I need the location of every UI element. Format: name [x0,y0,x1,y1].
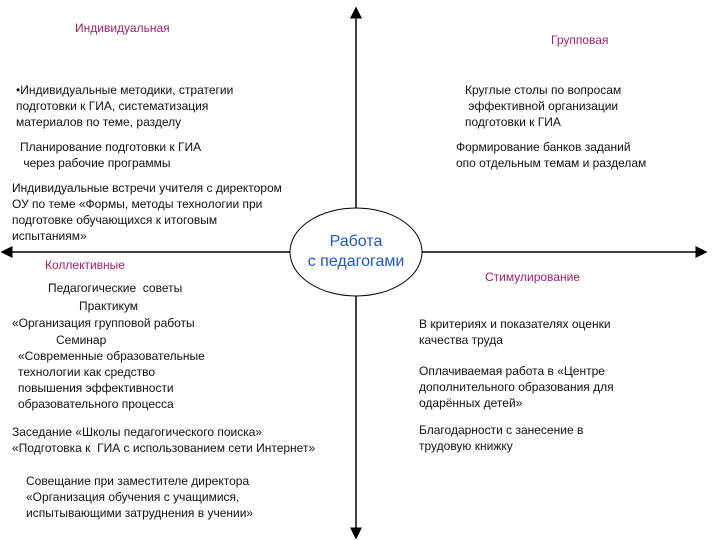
collective-conference [26,473,253,521]
text-line: «Организация обучения с учащимися, [26,490,240,504]
category-stimulation: Стимулирование [485,270,580,284]
text-line: Круглые столы по вопросам [465,83,622,97]
text-line: В критериях и показателях оценки [419,317,611,331]
text-line: Благодарности с занесение в [419,423,584,437]
individual-item [16,82,233,130]
collective-seminar-topic [18,348,205,412]
collective-seminar: Семинар [56,333,107,347]
text-line: одарённых детей» [419,396,523,410]
text-line: трудовую книжку [419,439,513,453]
category-group: Групповая [551,33,609,47]
individual-item [20,139,201,171]
text-line: подготовки к ГИА [465,115,561,129]
collective-practicum: Практикум [79,299,139,313]
category-collective: Коллективные [45,258,125,272]
text-line: технологии как средство [18,365,156,379]
category-individual: Индивидуальная [75,21,170,35]
stimulation-item [419,316,611,348]
individual-item [12,180,282,244]
text-line: повышения эффективности [18,381,174,395]
text-line: Совещание при заместителе директора [26,474,250,488]
text-line: Планирование подготовки к ГИА [20,140,202,154]
collective-practicum-topic: «Организация групповой работы [12,316,195,330]
text-line: подготовке обучающихся к итоговым [12,213,218,227]
center-line-2: с педагогами [307,253,405,270]
collective-meeting [12,424,315,456]
stimulation-item [419,422,583,454]
group-item [456,139,646,171]
text-line: материалов по теме, разделу [16,115,182,129]
group-item [465,82,621,130]
text-line: подготовки к ГИА, систематизация [16,99,209,113]
text-line: образовательного процесса [18,397,174,411]
text-line: через рабочие программы [20,156,171,170]
text-line: дополнительного образования для [419,380,614,394]
text-line: опо отдельным темам и разделам [456,156,647,170]
text-line: эффективной организации [465,99,619,113]
text-line: испытывающими затруднения в учении» [26,506,254,520]
text-line: испытаниям» [12,229,87,243]
text-line: Оплачиваемая работа в «Центре [419,364,605,378]
collective-councils: Педагогические советы [48,281,183,295]
text-line: ОУ по теме «Формы, методы технологии при [12,197,263,211]
text-line: Заседание «Школы педагогического поиска» [12,425,263,439]
text-line: «Подготовка к ГИА с использованием сети Интернет» [12,441,316,455]
text-line: Индивидуальные встречи учителя с директором [12,181,282,195]
stimulation-item [419,363,614,411]
text-line: «Современные образовательные [18,349,205,363]
center-label [291,232,421,272]
center-line-1: Работа [329,233,383,250]
text-line: Формирование банков заданий [456,140,631,154]
text-line: качества труда [419,333,503,347]
text-line: •Индивидуальные методики, стратегии [16,83,234,97]
